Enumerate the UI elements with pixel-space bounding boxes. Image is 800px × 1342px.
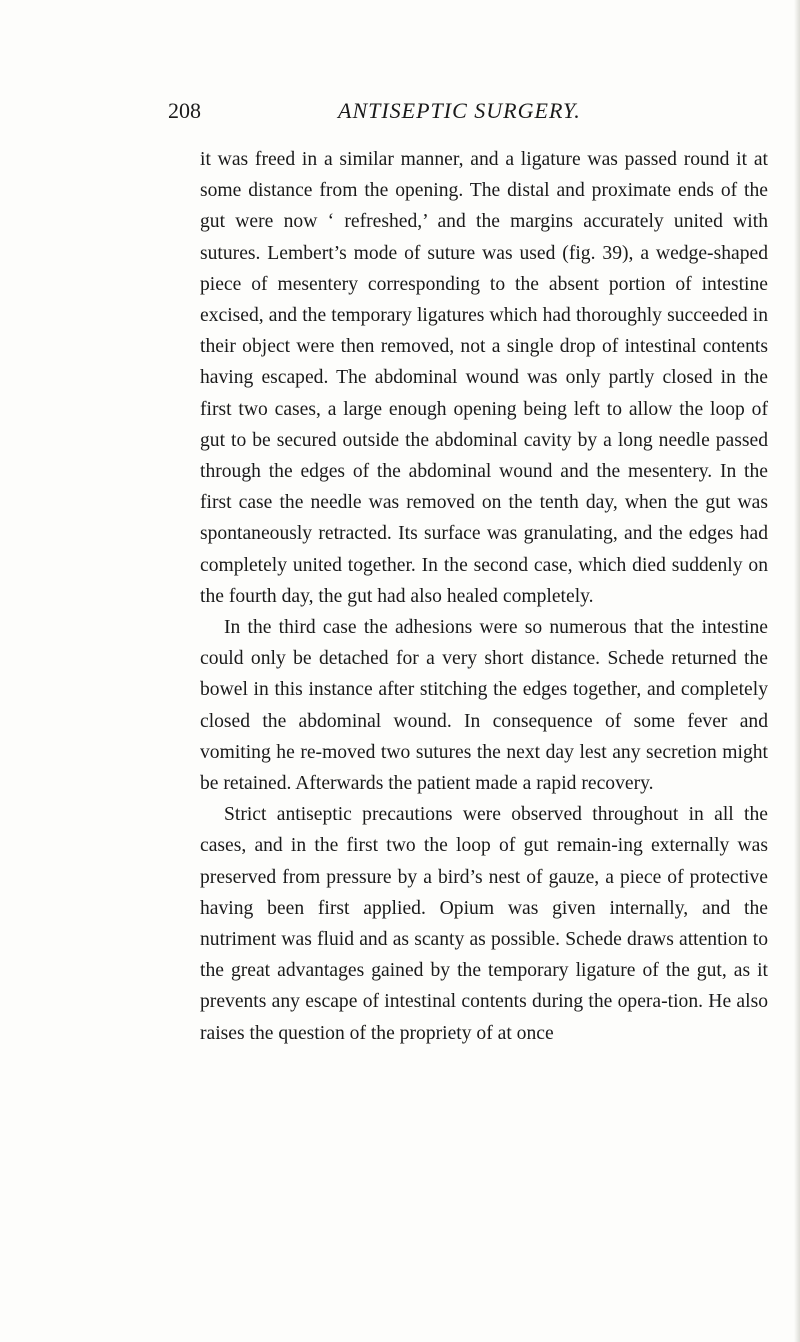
running-title: ANTISEPTIC SURGERY.: [338, 98, 581, 123]
paragraph-1: it was freed in a similar manner, and a ligature was passed round it at some distance from the opening. The distal and proximate ends of the gut were now ‘ refreshed,’ and the margins accurately united with sutures. Lembert’s mode of suture was used (fig. 39), a wedge-shaped piece of mesentery corresponding to the absent portion of intestine excised, and the temporary ligatures which had thoroughly succeeded in their object were then removed, not a single drop of intestinal contents having escaped. The abdominal wound was only partly closed in the first two cases, a large enough opening being left to allow the loop of gut to be secured outside the abdominal cavity by a long needle passed through the edges of the abdominal wound and the mesentery. In the first case the needle was removed on the tenth day, when the gut was spontaneously retracted. Its surface was granulating, and the edges had completely united together. In the second case, which died suddenly on the fourth day, the gut had also healed completely.: [200, 149, 768, 607]
running-head: [168, 96, 768, 126]
page-edge-shadow: [794, 0, 800, 1342]
page-number: 208: [168, 98, 201, 123]
paragraph-3: Strict antiseptic precautions were observed throughout in all the cases, and in the first two the loop of gut remain-ing externally was preserved from pressure by a bird’s nest of gauze, a piece of protective having been first applied. Opium was given internally, and the nutriment was fluid and as scanty as possible. Schede draws attention to the great advantages gained by the temporary ligature of the gut, as it prevents any escape of intestinal contents during the opera-tion. He also raises the question of the propriety of at once: [200, 804, 768, 1044]
body-text: [200, 144, 768, 1049]
paragraph-2: In the third case the adhesions were so numerous that the intestine could only be detached for a very short distance. Schede returned the bowel in this instance after stitching the edges together, and completely closed the abdominal wound. In consequence of some fever and vomiting he re-moved two sutures the next day lest any secretion might be retained. Afterwards the patient made a rapid recovery.: [200, 617, 768, 795]
